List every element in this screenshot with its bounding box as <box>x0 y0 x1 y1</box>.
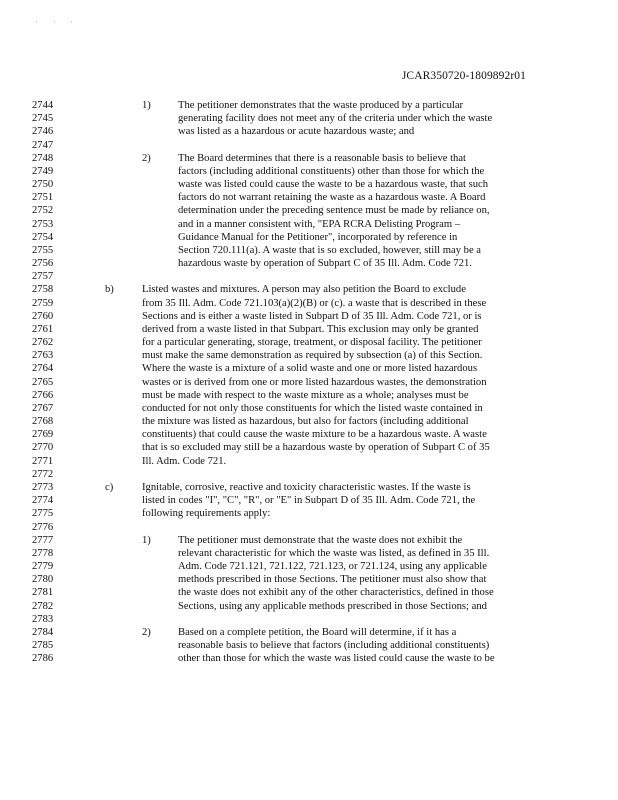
line-text: Listed wastes and mixtures. A person may also petition the Board to exclude <box>142 284 466 296</box>
line-text: must make the same demonstration as required by subsection (a) of this Section. <box>142 350 483 362</box>
line-text: listed in codes "I", "C", "R", or "E" in Subpart D of 35 Ill. Adm. Code 721, the <box>142 495 476 507</box>
line-number: 2775 <box>32 508 54 520</box>
text-line <box>0 270 618 283</box>
line-number: 2769 <box>32 429 54 441</box>
line-number: 2745 <box>32 113 54 125</box>
line-text: for a particular generating, storage, treatment, or disposal facility. The petitioner <box>142 337 482 349</box>
line-number: 2786 <box>32 653 54 665</box>
text-line <box>0 139 618 152</box>
text-line <box>0 99 618 112</box>
line-number: 2783 <box>32 613 54 625</box>
line-text: other than those for which the waste was listed could cause the waste to be <box>178 653 495 665</box>
line-text: that is so excluded may still be a hazardous waste by operation of Subpart C of 35 <box>142 442 490 454</box>
line-text: hazardous waste by operation of Subpart C of 35 Ill. Adm. Code 721. <box>178 258 472 270</box>
text-line <box>0 415 618 428</box>
line-text: Sections, using any applicable methods prescribed in those Sections; and <box>178 600 487 612</box>
line-number: 2746 <box>32 126 54 138</box>
scan-speck: ' <box>71 20 73 28</box>
text-line <box>0 494 618 507</box>
line-number: 2758 <box>32 284 54 296</box>
text-line <box>0 152 618 165</box>
line-text: methods prescribed in those Sections. The petitioner must also show that <box>178 574 487 586</box>
line-text: derived from a waste listed in that Subpart. This exclusion may only be granted <box>142 323 479 335</box>
text-line <box>0 349 618 362</box>
line-number: 2757 <box>32 271 54 283</box>
line-number: 2764 <box>32 363 54 375</box>
text-line <box>0 244 618 257</box>
list-marker: 2) <box>142 626 151 638</box>
line-number: 2754 <box>32 231 54 243</box>
line-text: The Board determines that there is a reasonable basis to believe that <box>178 152 466 164</box>
line-text: Adm. Code 721.121, 721.122, 721.123, or 721.124, using any applicable <box>178 561 487 573</box>
line-number: 2771 <box>32 455 54 467</box>
text-line <box>0 283 618 296</box>
text-line <box>0 639 618 652</box>
list-marker: c) <box>105 481 114 493</box>
line-text: determination under the preceding sentence must be made by reliance on, <box>178 205 490 217</box>
line-number: 2747 <box>32 139 54 151</box>
text-line <box>0 362 618 375</box>
line-number: 2773 <box>32 481 54 493</box>
line-number: 2750 <box>32 179 54 191</box>
line-number: 2772 <box>32 468 54 480</box>
text-line <box>0 257 618 270</box>
line-number: 2779 <box>32 561 54 573</box>
line-number: 2781 <box>32 587 54 599</box>
line-number: 2767 <box>32 402 54 414</box>
line-text: generating facility does not meet any of the criteria under which the waste <box>178 113 493 125</box>
line-text: The petitioner must demonstrate that the waste does not exhibit the <box>178 534 463 546</box>
line-number: 2748 <box>32 152 54 164</box>
text-line <box>0 336 618 349</box>
line-number: 2759 <box>32 297 54 309</box>
line-number: 2761 <box>32 323 54 335</box>
text-line <box>0 204 618 217</box>
text-line <box>0 455 618 468</box>
line-number: 2744 <box>32 100 54 111</box>
line-number: 2763 <box>32 350 54 362</box>
list-marker: 2) <box>142 152 151 164</box>
text-line <box>0 112 618 125</box>
text-line <box>0 521 618 534</box>
line-text: factors do not warrant retaining the waste as a hazardous waste. A Board <box>178 192 486 204</box>
document-id: JCAR350720-1809892r01 <box>401 70 526 82</box>
text-line <box>0 389 618 402</box>
line-text: and in a manner consistent with, "EPA RCRA Delisting Program – <box>178 218 461 230</box>
line-text: constituents) that could cause the waste mixture to be a hazardous waste. A waste <box>142 429 487 441</box>
line-number: 2768 <box>32 416 54 428</box>
line-text: Ignitable, corrosive, reactive and toxicity characteristic wastes. If the waste is <box>142 481 471 493</box>
text-line <box>0 310 618 323</box>
line-number: 2780 <box>32 574 54 586</box>
line-number: 2760 <box>32 310 54 322</box>
text-line <box>0 218 618 231</box>
line-number: 2782 <box>32 600 54 612</box>
document-body <box>0 99 618 665</box>
line-number: 2752 <box>32 205 54 217</box>
text-line <box>0 376 618 389</box>
text-line <box>0 165 618 178</box>
line-text: conducted for not only those constituents for which the listed waste contained in <box>142 402 483 414</box>
text-line <box>0 297 618 310</box>
line-text: the waste does not exhibit any of the other characteristics, defined in those <box>178 587 494 599</box>
line-text: factors (including additional constituents) other than those for which the <box>178 165 485 177</box>
text-line <box>0 626 618 639</box>
text-line <box>0 507 618 520</box>
text-line <box>0 600 618 613</box>
line-number: 2776 <box>32 521 54 533</box>
line-text: must be made with respect to the waste mixture as a whole; analyses must be <box>142 389 469 401</box>
line-text: Section 720.111(a). A waste that is so excluded, however, still may be a <box>178 244 481 256</box>
line-text: Where the waste is a mixture of a solid waste and one or more listed hazardous <box>142 363 478 375</box>
line-text: Ill. Adm. Code 721. <box>142 455 227 467</box>
text-line <box>0 547 618 560</box>
line-number: 2753 <box>32 218 54 230</box>
line-text: The petitioner demonstrates that the waste produced by a particular <box>178 100 464 111</box>
text-line <box>0 125 618 138</box>
line-text: reasonable basis to believe that factors (including additional constituents) <box>178 640 490 652</box>
line-number: 2770 <box>32 442 54 454</box>
line-number: 2785 <box>32 640 54 652</box>
line-number: 2766 <box>32 389 54 401</box>
text-line <box>0 323 618 336</box>
text-line <box>0 586 618 599</box>
line-text: Guidance Manual for the Petitioner", incorporated by reference in <box>178 231 458 243</box>
line-number: 2774 <box>32 495 54 507</box>
line-text: Based on a complete petition, the Board will determine, if it has a <box>178 626 457 638</box>
text-line <box>0 402 618 415</box>
text-line <box>0 573 618 586</box>
scan-speck: ' <box>36 20 38 28</box>
text-line <box>0 428 618 441</box>
list-marker: 1) <box>142 100 151 111</box>
line-number: 2784 <box>32 626 54 638</box>
line-text: waste was listed could cause the waste to be a hazardous waste, that such <box>178 179 489 191</box>
text-line <box>0 191 618 204</box>
line-number: 2749 <box>32 165 54 177</box>
line-number: 2765 <box>32 376 54 388</box>
list-marker: 1) <box>142 534 151 546</box>
text-line <box>0 560 618 573</box>
line-number: 2756 <box>32 258 54 270</box>
line-number: 2762 <box>32 337 54 349</box>
text-line <box>0 178 618 191</box>
text-line <box>0 613 618 626</box>
text-line <box>0 534 618 547</box>
line-text: from 35 Ill. Adm. Code 721.103(a)(2)(B) or (c). a waste that is described in these <box>142 297 487 309</box>
line-number: 2751 <box>32 192 54 204</box>
line-number: 2755 <box>32 244 54 256</box>
line-text: the mixture was listed as hazardous, but also for factors (including additional <box>142 416 469 428</box>
text-line <box>0 231 618 244</box>
list-marker: b) <box>105 284 114 296</box>
scan-speck: ' <box>54 20 56 28</box>
text-line <box>0 441 618 454</box>
line-text: following requirements apply: <box>142 508 271 520</box>
line-number: 2778 <box>32 547 54 559</box>
line-text: was listed as a hazardous or acute hazardous waste; and <box>178 126 415 138</box>
line-number: 2777 <box>32 534 54 546</box>
line-text: relevant characteristic for which the waste was listed, as defined in 35 Ill. <box>178 547 490 559</box>
text-line <box>0 652 618 665</box>
text-line <box>0 468 618 481</box>
text-line <box>0 481 618 494</box>
line-text: Sections and is either a waste listed in Subpart D of 35 Ill. Adm. Code 721, or is <box>142 310 482 322</box>
line-text: wastes or is derived from one or more listed hazardous wastes, the demonstration <box>142 376 487 388</box>
